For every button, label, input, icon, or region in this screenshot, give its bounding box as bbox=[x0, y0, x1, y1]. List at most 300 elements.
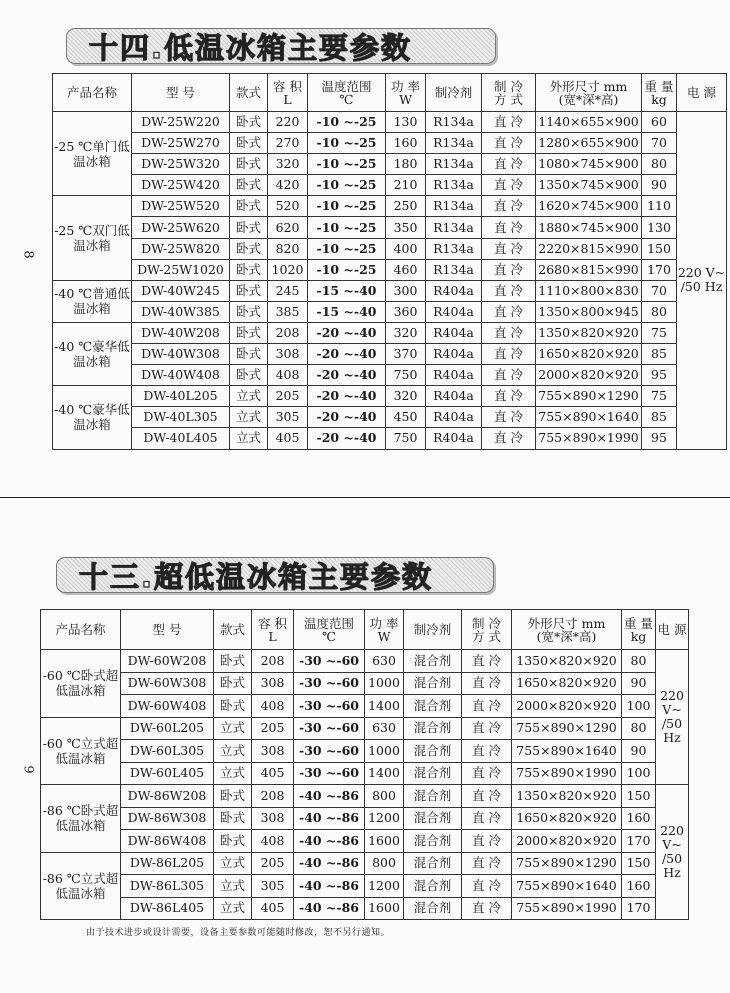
header-model: 型 号 bbox=[121, 610, 214, 650]
temp-range-cell: -30 ~-60 bbox=[294, 740, 365, 763]
dimensions-cell: 1650×820×920 bbox=[512, 672, 622, 695]
temp-range-cell: -10 ~-25 bbox=[308, 217, 386, 238]
refrigerant-cell: R404a bbox=[426, 428, 482, 449]
temp-range-cell: -20 ~-40 bbox=[308, 428, 386, 449]
style-cell: 卧式 bbox=[214, 650, 252, 673]
style-cell: 卧式 bbox=[230, 112, 268, 133]
power-supply-cell: 220 V~ /50 Hz bbox=[656, 785, 689, 920]
model-cell: DW-60W408 bbox=[121, 695, 214, 718]
model-cell: DW-60L205 bbox=[121, 717, 214, 740]
weight-cell: 150 bbox=[642, 238, 677, 259]
table-row bbox=[41, 650, 689, 673]
style-cell: 卧式 bbox=[230, 217, 268, 238]
header-refrigerant: 制冷剂 bbox=[404, 610, 462, 650]
weight-cell: 75 bbox=[642, 322, 677, 343]
header-refrigerant: 制冷剂 bbox=[426, 74, 482, 112]
section1-title: 十四.低温冰箱主要参数 bbox=[89, 31, 413, 65]
refrigerant-cell: 混合剂 bbox=[404, 830, 462, 853]
capacity-cell: 305 bbox=[268, 407, 308, 428]
weight-cell: 170 bbox=[622, 897, 656, 920]
refrigerant-cell: R134a bbox=[426, 196, 482, 217]
weight-cell: 90 bbox=[642, 175, 677, 196]
table-row bbox=[53, 407, 727, 428]
weight-cell: 70 bbox=[642, 280, 677, 301]
cooling-cell: 直 冷 bbox=[482, 428, 536, 449]
refrigerant-cell: R134a bbox=[426, 175, 482, 196]
table-row bbox=[53, 365, 727, 386]
temp-range-cell: -10 ~-25 bbox=[308, 154, 386, 175]
dimensions-cell: 1140×655×900 bbox=[536, 112, 642, 133]
capacity-cell: 270 bbox=[268, 133, 308, 154]
power-cell: 320 bbox=[386, 322, 426, 343]
power-cell: 630 bbox=[365, 650, 404, 673]
capacity-cell: 208 bbox=[252, 785, 294, 808]
dimensions-cell: 1650×820×920 bbox=[536, 344, 642, 365]
product-group-name: -40 ℃普通低温冰箱 bbox=[53, 280, 132, 322]
capacity-cell: 1020 bbox=[268, 259, 308, 280]
cooling-cell: 直 冷 bbox=[482, 112, 536, 133]
capacity-cell: 205 bbox=[252, 852, 294, 875]
capacity-cell: 308 bbox=[252, 807, 294, 830]
header-power: 功 率 W bbox=[386, 74, 426, 112]
temp-range-cell: -20 ~-40 bbox=[308, 344, 386, 365]
style-cell: 立式 bbox=[214, 717, 252, 740]
table-row bbox=[53, 344, 727, 365]
temp-range-cell: -10 ~-25 bbox=[308, 259, 386, 280]
temp-range-cell: -20 ~-40 bbox=[308, 386, 386, 407]
capacity-cell: 308 bbox=[252, 672, 294, 695]
power-cell: 630 bbox=[365, 717, 404, 740]
table-row bbox=[53, 196, 727, 217]
power-cell: 160 bbox=[386, 133, 426, 154]
weight-cell: 70 bbox=[642, 133, 677, 154]
capacity-cell: 208 bbox=[252, 650, 294, 673]
cooling-cell: 直 冷 bbox=[482, 259, 536, 280]
power-cell: 350 bbox=[386, 217, 426, 238]
refrigerant-cell: R404a bbox=[426, 386, 482, 407]
model-cell: DW-25W620 bbox=[132, 217, 230, 238]
weight-cell: 160 bbox=[622, 807, 656, 830]
capacity-cell: 305 bbox=[252, 875, 294, 898]
power-cell: 450 bbox=[386, 407, 426, 428]
capacity-cell: 408 bbox=[268, 365, 308, 386]
temp-range-cell: -40 ~-86 bbox=[294, 785, 365, 808]
dimensions-cell: 755×890×1990 bbox=[536, 428, 642, 449]
section2-spec-table bbox=[40, 609, 689, 920]
cooling-cell: 直 冷 bbox=[462, 762, 512, 785]
weight-cell: 130 bbox=[642, 217, 677, 238]
table-row bbox=[41, 695, 689, 718]
style-cell: 立式 bbox=[214, 762, 252, 785]
dimensions-cell: 755×890×1640 bbox=[512, 740, 622, 763]
product-group-name: -86 ℃立式超低温冰箱 bbox=[41, 852, 121, 920]
style-cell: 卧式 bbox=[214, 785, 252, 808]
style-cell: 卧式 bbox=[230, 238, 268, 259]
model-cell: DW-40L405 bbox=[132, 428, 230, 449]
model-cell: DW-25W420 bbox=[132, 175, 230, 196]
model-cell: DW-86L305 bbox=[121, 875, 214, 898]
dimensions-cell: 755×890×1990 bbox=[512, 897, 622, 920]
section1-spec-table bbox=[52, 73, 727, 450]
style-cell: 立式 bbox=[214, 852, 252, 875]
cooling-cell: 直 冷 bbox=[482, 196, 536, 217]
refrigerant-cell: R134a bbox=[426, 154, 482, 175]
header-supply: 电 源 bbox=[677, 74, 727, 112]
model-cell: DW-25W520 bbox=[132, 196, 230, 217]
weight-cell: 160 bbox=[622, 875, 656, 898]
refrigerant-cell: 混合剂 bbox=[404, 740, 462, 763]
dimensions-cell: 755×890×1290 bbox=[536, 386, 642, 407]
table-row bbox=[41, 807, 689, 830]
power-cell: 1000 bbox=[365, 740, 404, 763]
table-row bbox=[41, 852, 689, 875]
style-cell: 卧式 bbox=[230, 259, 268, 280]
temp-range-cell: -20 ~-40 bbox=[308, 322, 386, 343]
temp-range-cell: -30 ~-60 bbox=[294, 672, 365, 695]
power-cell: 800 bbox=[365, 785, 404, 808]
weight-cell: 110 bbox=[642, 196, 677, 217]
temp-range-cell: -40 ~-86 bbox=[294, 897, 365, 920]
header-power: 功 率 W bbox=[365, 610, 404, 650]
refrigerant-cell: R404a bbox=[426, 407, 482, 428]
style-cell: 卧式 bbox=[230, 365, 268, 386]
table-row bbox=[53, 428, 727, 449]
cooling-cell: 直 冷 bbox=[482, 175, 536, 196]
dimensions-cell: 1620×745×900 bbox=[536, 196, 642, 217]
power-cell: 1600 bbox=[365, 830, 404, 853]
style-cell: 卧式 bbox=[214, 830, 252, 853]
capacity-cell: 205 bbox=[252, 717, 294, 740]
temp-range-cell: -20 ~-40 bbox=[308, 365, 386, 386]
power-cell: 750 bbox=[386, 365, 426, 386]
capacity-cell: 308 bbox=[268, 344, 308, 365]
header-model: 型 号 bbox=[132, 74, 230, 112]
refrigerant-cell: 混合剂 bbox=[404, 762, 462, 785]
product-group-name: -25 ℃双门低温冰箱 bbox=[53, 196, 132, 280]
style-cell: 立式 bbox=[214, 897, 252, 920]
power-cell: 1200 bbox=[365, 807, 404, 830]
model-cell: DW-40L205 bbox=[132, 386, 230, 407]
capacity-cell: 820 bbox=[268, 238, 308, 259]
temp-range-cell: -40 ~-86 bbox=[294, 807, 365, 830]
power-supply-cell: 220 V~ /50 Hz bbox=[677, 112, 727, 450]
power-cell: 370 bbox=[386, 344, 426, 365]
refrigerant-cell: 混合剂 bbox=[404, 807, 462, 830]
model-cell: DW-40W408 bbox=[132, 365, 230, 386]
refrigerant-cell: R134a bbox=[426, 112, 482, 133]
temp-range-cell: -40 ~-86 bbox=[294, 875, 365, 898]
table-row bbox=[41, 897, 689, 920]
style-cell: 卧式 bbox=[230, 133, 268, 154]
style-cell: 卧式 bbox=[230, 175, 268, 196]
refrigerant-cell: 混合剂 bbox=[404, 650, 462, 673]
refrigerant-cell: 混合剂 bbox=[404, 897, 462, 920]
header-dims: 外形尺寸 mm (宽*深*高) bbox=[512, 610, 622, 650]
product-group-name: -40 ℃豪华低温冰箱 bbox=[53, 322, 132, 385]
cooling-cell: 直 冷 bbox=[482, 407, 536, 428]
table-header-row bbox=[53, 74, 727, 112]
weight-cell: 90 bbox=[622, 672, 656, 695]
temp-range-cell: -30 ~-60 bbox=[294, 695, 365, 718]
power-cell: 180 bbox=[386, 154, 426, 175]
weight-cell: 80 bbox=[642, 301, 677, 322]
cooling-cell: 直 冷 bbox=[482, 386, 536, 407]
cooling-cell: 直 冷 bbox=[462, 830, 512, 853]
table-row bbox=[41, 740, 689, 763]
capacity-cell: 520 bbox=[268, 196, 308, 217]
cooling-cell: 直 冷 bbox=[482, 322, 536, 343]
table-row bbox=[53, 154, 727, 175]
capacity-cell: 405 bbox=[252, 762, 294, 785]
cooling-cell: 直 冷 bbox=[462, 717, 512, 740]
cooling-cell: 直 冷 bbox=[462, 875, 512, 898]
cooling-cell: 直 冷 bbox=[482, 280, 536, 301]
table-row bbox=[53, 112, 727, 133]
dimensions-cell: 1350×820×920 bbox=[512, 650, 622, 673]
temp-range-cell: -10 ~-25 bbox=[308, 238, 386, 259]
model-cell: DW-40W308 bbox=[132, 344, 230, 365]
table-row bbox=[41, 672, 689, 695]
table-row bbox=[53, 322, 727, 343]
dimensions-cell: 1280×655×900 bbox=[536, 133, 642, 154]
model-cell: DW-60W308 bbox=[121, 672, 214, 695]
power-cell: 300 bbox=[386, 280, 426, 301]
dimensions-cell: 2000×820×920 bbox=[536, 365, 642, 386]
model-cell: DW-86L405 bbox=[121, 897, 214, 920]
refrigerant-cell: R404a bbox=[426, 301, 482, 322]
temp-range-cell: -40 ~-86 bbox=[294, 852, 365, 875]
cooling-cell: 直 冷 bbox=[482, 217, 536, 238]
cooling-cell: 直 冷 bbox=[462, 672, 512, 695]
header-weight: 重 量 kg bbox=[622, 610, 656, 650]
dimensions-cell: 1880×745×900 bbox=[536, 217, 642, 238]
model-cell: DW-25W1020 bbox=[132, 259, 230, 280]
refrigerant-cell: R404a bbox=[426, 280, 482, 301]
dimensions-cell: 1350×745×900 bbox=[536, 175, 642, 196]
header-temp: 温度范围 ℃ bbox=[294, 610, 365, 650]
weight-cell: 150 bbox=[622, 785, 656, 808]
refrigerant-cell: R404a bbox=[426, 322, 482, 343]
capacity-cell: 208 bbox=[268, 322, 308, 343]
dimensions-cell: 755×890×1290 bbox=[512, 717, 622, 740]
table-row bbox=[41, 875, 689, 898]
dimensions-cell: 755×890×1640 bbox=[512, 875, 622, 898]
dimensions-cell: 2000×820×920 bbox=[512, 695, 622, 718]
model-cell: DW-25W220 bbox=[132, 112, 230, 133]
cooling-cell: 直 冷 bbox=[462, 897, 512, 920]
model-cell: DW-60W208 bbox=[121, 650, 214, 673]
section2-title-banner bbox=[56, 557, 494, 593]
power-cell: 1200 bbox=[365, 875, 404, 898]
style-cell: 卧式 bbox=[214, 695, 252, 718]
table-row bbox=[53, 301, 727, 322]
table-row bbox=[53, 259, 727, 280]
model-cell: DW-60L305 bbox=[121, 740, 214, 763]
product-group-name: -25 ℃单门低温冰箱 bbox=[53, 112, 132, 196]
cooling-cell: 直 冷 bbox=[482, 154, 536, 175]
product-group-name: -60 ℃卧式超低温冰箱 bbox=[41, 650, 121, 718]
dimensions-cell: 1650×820×920 bbox=[512, 807, 622, 830]
cooling-cell: 直 冷 bbox=[482, 301, 536, 322]
section1-title-banner bbox=[66, 28, 496, 64]
refrigerant-cell: 混合剂 bbox=[404, 717, 462, 740]
table-row bbox=[53, 133, 727, 154]
cooling-cell: 直 冷 bbox=[462, 695, 512, 718]
table-row bbox=[53, 280, 727, 301]
table-row bbox=[41, 717, 689, 740]
temp-range-cell: -10 ~-25 bbox=[308, 112, 386, 133]
capacity-cell: 220 bbox=[268, 112, 308, 133]
weight-cell: 85 bbox=[642, 407, 677, 428]
refrigerant-cell: R404a bbox=[426, 344, 482, 365]
cooling-cell: 直 冷 bbox=[482, 365, 536, 386]
temp-range-cell: -30 ~-60 bbox=[294, 650, 365, 673]
header-temp: 温度范围 ℃ bbox=[308, 74, 386, 112]
header-cooling: 制 冷 方 式 bbox=[482, 74, 536, 112]
temp-range-cell: -15 ~-40 bbox=[308, 280, 386, 301]
style-cell: 卧式 bbox=[230, 196, 268, 217]
temp-range-cell: -10 ~-25 bbox=[308, 133, 386, 154]
capacity-cell: 405 bbox=[268, 428, 308, 449]
power-cell: 250 bbox=[386, 196, 426, 217]
refrigerant-cell: R134a bbox=[426, 133, 482, 154]
cooling-cell: 直 冷 bbox=[482, 344, 536, 365]
section2-title: 十三.超低温冰箱主要参数 bbox=[79, 560, 434, 594]
model-cell: DW-60L405 bbox=[121, 762, 214, 785]
page-divider bbox=[0, 497, 730, 498]
model-cell: DW-25W270 bbox=[132, 133, 230, 154]
weight-cell: 150 bbox=[622, 852, 656, 875]
power-supply-cell: 220 V~ /50 Hz bbox=[656, 650, 689, 785]
power-cell: 1400 bbox=[365, 695, 404, 718]
header-weight: 重 量 kg bbox=[642, 74, 677, 112]
table-row bbox=[41, 785, 689, 808]
weight-cell: 60 bbox=[642, 112, 677, 133]
cooling-cell: 直 冷 bbox=[462, 807, 512, 830]
style-cell: 卧式 bbox=[214, 807, 252, 830]
table-header-row bbox=[41, 610, 689, 650]
weight-cell: 80 bbox=[642, 154, 677, 175]
capacity-cell: 420 bbox=[268, 175, 308, 196]
cooling-cell: 直 冷 bbox=[462, 740, 512, 763]
refrigerant-cell: 混合剂 bbox=[404, 672, 462, 695]
cooling-cell: 直 冷 bbox=[482, 238, 536, 259]
model-cell: DW-86W308 bbox=[121, 807, 214, 830]
model-cell: DW-25W820 bbox=[132, 238, 230, 259]
refrigerant-cell: R404a bbox=[426, 365, 482, 386]
power-cell: 360 bbox=[386, 301, 426, 322]
page-number-lower: 9 bbox=[20, 765, 36, 774]
header-supply: 电 源 bbox=[656, 610, 689, 650]
capacity-cell: 620 bbox=[268, 217, 308, 238]
refrigerant-cell: 混合剂 bbox=[404, 785, 462, 808]
capacity-cell: 245 bbox=[268, 280, 308, 301]
style-cell: 卧式 bbox=[230, 322, 268, 343]
product-group-name: -40 ℃豪华低温冰箱 bbox=[53, 386, 132, 449]
dimensions-cell: 1110×800×830 bbox=[536, 280, 642, 301]
style-cell: 立式 bbox=[214, 740, 252, 763]
table-row bbox=[53, 217, 727, 238]
model-cell: DW-86W408 bbox=[121, 830, 214, 853]
header-capacity: 容 积 L bbox=[268, 74, 308, 112]
dimensions-cell: 755×890×1640 bbox=[536, 407, 642, 428]
model-cell: DW-86W208 bbox=[121, 785, 214, 808]
cooling-cell: 直 冷 bbox=[462, 852, 512, 875]
dimensions-cell: 1350×820×920 bbox=[512, 785, 622, 808]
style-cell: 卧式 bbox=[230, 154, 268, 175]
page-number-upper: 8 bbox=[20, 250, 36, 259]
model-cell: DW-25W320 bbox=[132, 154, 230, 175]
weight-cell: 80 bbox=[622, 717, 656, 740]
weight-cell: 100 bbox=[622, 695, 656, 718]
dimensions-cell: 1080×745×900 bbox=[536, 154, 642, 175]
capacity-cell: 320 bbox=[268, 154, 308, 175]
temp-range-cell: -10 ~-25 bbox=[308, 196, 386, 217]
refrigerant-cell: R134a bbox=[426, 238, 482, 259]
capacity-cell: 405 bbox=[252, 897, 294, 920]
header-capacity: 容 积 L bbox=[252, 610, 294, 650]
dimensions-cell: 2000×820×920 bbox=[512, 830, 622, 853]
style-cell: 立式 bbox=[214, 875, 252, 898]
header-product: 产品名称 bbox=[41, 610, 121, 650]
capacity-cell: 408 bbox=[252, 830, 294, 853]
temp-range-cell: -10 ~-25 bbox=[308, 175, 386, 196]
power-cell: 460 bbox=[386, 259, 426, 280]
table-row bbox=[53, 386, 727, 407]
refrigerant-cell: 混合剂 bbox=[404, 695, 462, 718]
dimensions-cell: 755×890×1990 bbox=[512, 762, 622, 785]
refrigerant-cell: 混合剂 bbox=[404, 875, 462, 898]
header-style: 款式 bbox=[214, 610, 252, 650]
cooling-cell: 直 冷 bbox=[462, 650, 512, 673]
temp-range-cell: -40 ~-86 bbox=[294, 830, 365, 853]
weight-cell: 95 bbox=[642, 365, 677, 386]
table-row bbox=[41, 830, 689, 853]
model-cell: DW-40W245 bbox=[132, 280, 230, 301]
dimensions-cell: 755×890×1290 bbox=[512, 852, 622, 875]
weight-cell: 170 bbox=[642, 259, 677, 280]
refrigerant-cell: R134a bbox=[426, 217, 482, 238]
style-cell: 卧式 bbox=[230, 344, 268, 365]
table-row bbox=[53, 238, 727, 259]
temp-range-cell: -30 ~-60 bbox=[294, 762, 365, 785]
power-cell: 1400 bbox=[365, 762, 404, 785]
header-cooling: 制 冷 方 式 bbox=[462, 610, 512, 650]
weight-cell: 100 bbox=[622, 762, 656, 785]
model-cell: DW-40L305 bbox=[132, 407, 230, 428]
style-cell: 立式 bbox=[230, 407, 268, 428]
weight-cell: 95 bbox=[642, 428, 677, 449]
dimensions-cell: 1350×800×945 bbox=[536, 301, 642, 322]
cooling-cell: 直 冷 bbox=[482, 133, 536, 154]
dimensions-cell: 2680×815×990 bbox=[536, 259, 642, 280]
table-row bbox=[53, 175, 727, 196]
model-cell: DW-40W385 bbox=[132, 301, 230, 322]
table-row bbox=[41, 762, 689, 785]
style-cell: 立式 bbox=[230, 428, 268, 449]
style-cell: 立式 bbox=[230, 386, 268, 407]
capacity-cell: 205 bbox=[268, 386, 308, 407]
footnote: 由于技术进步或设计需要，设备主要参数可能随时修改，恕不另行通知。 bbox=[86, 928, 391, 938]
cooling-cell: 直 冷 bbox=[462, 785, 512, 808]
weight-cell: 85 bbox=[642, 344, 677, 365]
power-cell: 750 bbox=[386, 428, 426, 449]
capacity-cell: 308 bbox=[252, 740, 294, 763]
power-cell: 210 bbox=[386, 175, 426, 196]
refrigerant-cell: 混合剂 bbox=[404, 852, 462, 875]
dimensions-cell: 2220×815×990 bbox=[536, 238, 642, 259]
power-cell: 400 bbox=[386, 238, 426, 259]
